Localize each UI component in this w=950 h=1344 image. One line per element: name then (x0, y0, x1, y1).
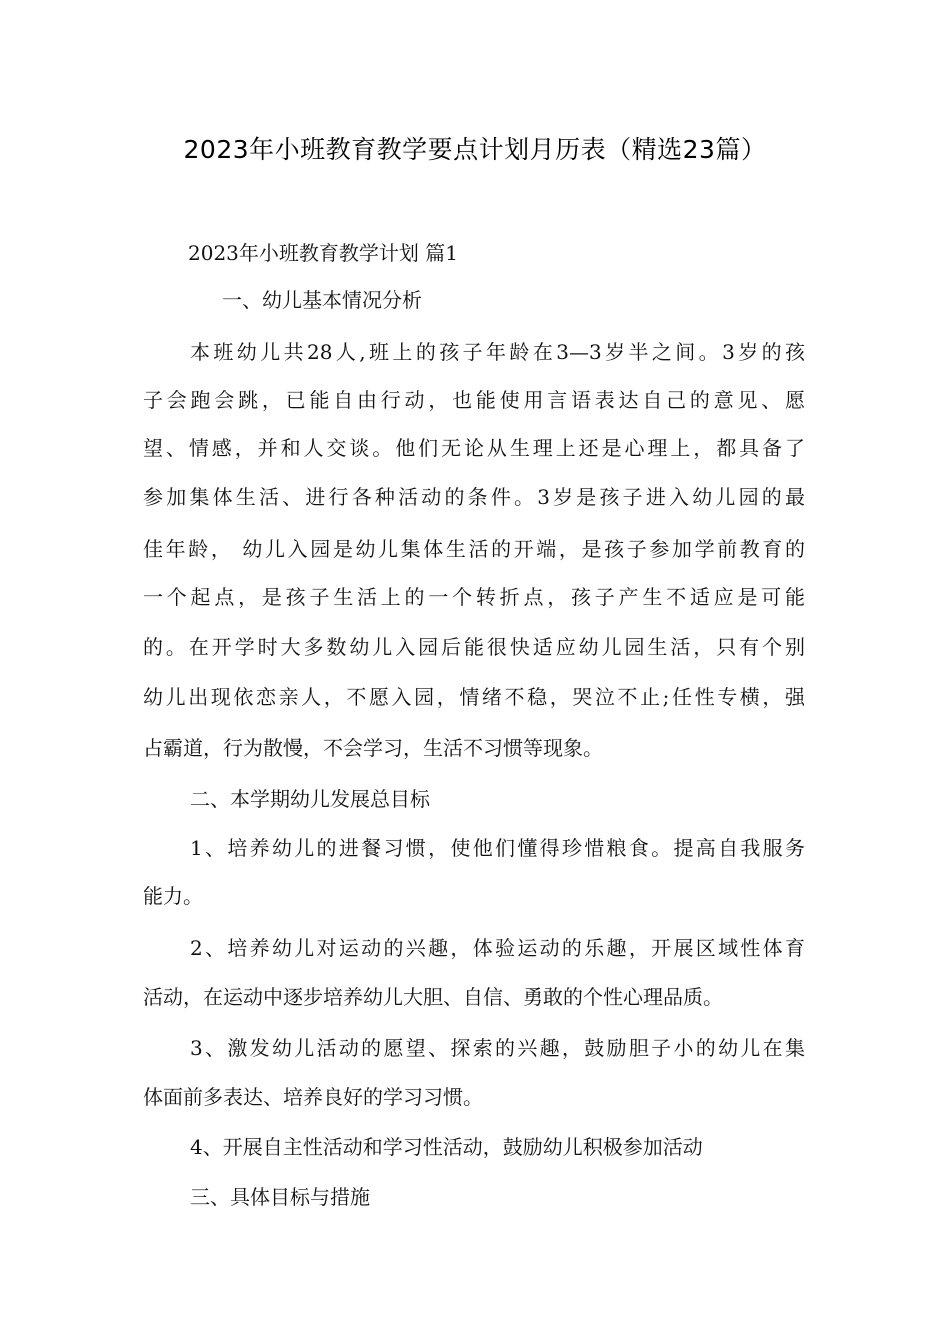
paragraph-line: 的。在开学时大多数幼儿入园后能很快适应幼儿园生活，只有个别 (143, 635, 805, 659)
goal-item-1-cont: 能力。 (143, 884, 203, 908)
section-heading-1: 一、幼儿基本情况分析 (222, 288, 422, 312)
section-heading-3: 三、具体目标与措施 (190, 1185, 370, 1209)
paragraph-line: 幼儿出现依恋亲人，不愿入园，情绪不稳，哭泣不止;任性专横，强 (143, 685, 805, 709)
paragraph-line: 望、情感，并和人交谈。他们无论从生理上还是心理上，都具备了 (143, 436, 805, 460)
paragraph-line: 占霸道，行为散慢，不会学习，生活不习惯等现象。 (143, 736, 603, 760)
article-subtitle: 2023年小班教育教学计划 篇1 (188, 241, 458, 265)
goal-item-4: 4、开展自主性活动和学习性活动，鼓励幼儿积极参加活动 (190, 1135, 703, 1159)
goal-item-3: 3、激发幼儿活动的愿望、探索的兴趣，鼓励胆子小的幼儿在集 (190, 1036, 805, 1060)
paragraph-line: 参加集体生活、进行各种活动的条件。3岁是孩子进入幼儿园的最 (143, 485, 805, 509)
paragraph-line: 本班幼儿共28人,班上的孩子年龄在3—3岁半之间。3岁的孩 (190, 340, 805, 364)
paragraph-line: 子会跑会跳，已能自由行动，也能使用言语表达自己的意见、愿 (143, 388, 805, 412)
goal-item-3-cont: 体面前多表达、培养良好的学习习惯。 (143, 1085, 483, 1109)
document-title: 2023年小班教育教学要点计划月历表（精选23篇） (183, 135, 767, 164)
section-heading-2: 二、本学期幼儿发展总目标 (190, 787, 430, 811)
goal-item-2: 2、培养幼儿对运动的兴趣，体验运动的乐趣，开展区域性体育 (190, 936, 805, 960)
paragraph-line: 佳年龄， 幼儿入园是幼儿集体生活的开端，是孩子参加学前教育的 (143, 537, 805, 561)
paragraph-line: 一个起点，是孩子生活上的一个转折点，孩子产生不适应是可能 (143, 585, 805, 609)
goal-item-1: 1、培养幼儿的进餐习惯，使他们懂得珍惜粮食。提高自我服务 (190, 836, 805, 860)
goal-item-2-cont: 活动，在运动中逐步培养幼儿大胆、自信、勇敢的个性心理品质。 (143, 985, 723, 1009)
